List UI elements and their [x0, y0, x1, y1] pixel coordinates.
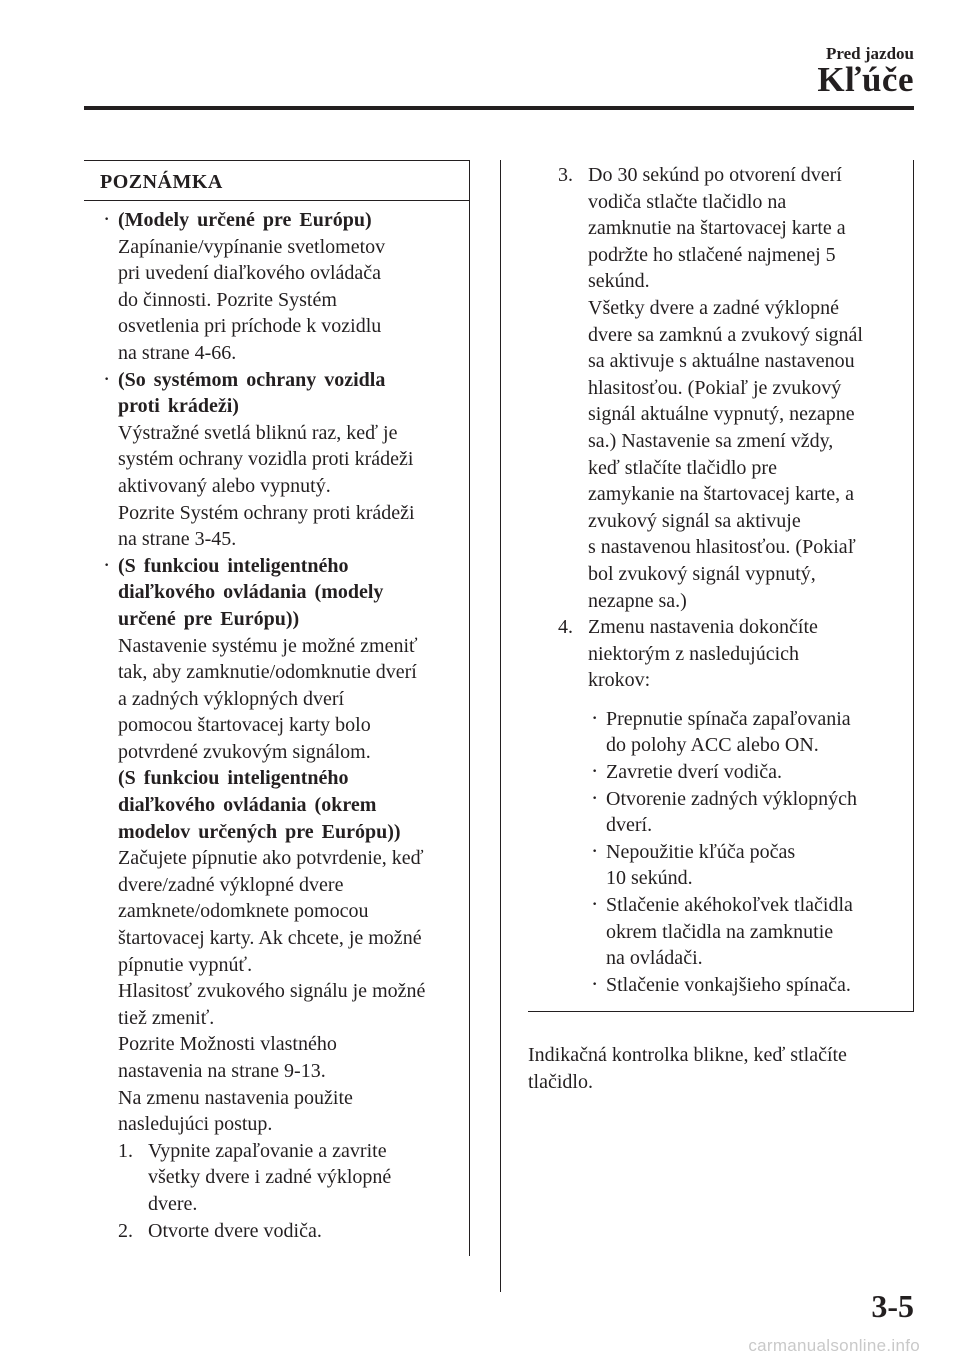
step-text: zamknutie na štartovacej karte a [588, 217, 846, 240]
step-item [118, 1138, 457, 1218]
body-paragraph [528, 1042, 908, 1095]
note-item-text: Na zmenu nastavenia použite [118, 1086, 353, 1109]
note-item-text: pri uvedení diaľkového ovládača [118, 262, 382, 285]
column-divider [500, 160, 501, 1292]
header-section: Pred jazdou [826, 44, 914, 63]
note-item-text: Pozrite Systém ochrany proti krádeži [118, 501, 415, 524]
step-number: 4. [558, 616, 573, 639]
step-text: krokov: [588, 669, 651, 692]
sub-item-text: Zavretie dverí vodiča. [606, 761, 783, 784]
step-text: nezapne sa.) [588, 589, 687, 612]
note-item-text: do činnosti. Pozrite Systém [118, 288, 337, 311]
sub-item-text: 10 sekúnd. [606, 867, 693, 890]
note-item-heading: modelov určených pre Európu)) [118, 820, 401, 843]
step-text: vodiča stlačte tlačidlo na [588, 190, 787, 213]
sub-item-text: do polohy ACC alebo ON. [606, 734, 819, 757]
note-item-text: na strane 3-45. [118, 528, 237, 551]
step-item [558, 614, 907, 694]
sub-item-text: Stlačenie akéhokoľvek tlačidla [606, 894, 853, 917]
note-item-heading: (So systémom ochrany vozidla [118, 368, 386, 391]
paragraph-line: Indikačná kontrolka blikne, keď stlačíte [528, 1044, 847, 1066]
note-item-text: potvrdené zvukovým signálom. [118, 740, 371, 763]
note-item-heading: (S funkciou inteligentného [118, 767, 349, 790]
sub-list-item [588, 972, 907, 999]
note-body [84, 201, 469, 1244]
note-item-text: pípnutie vypnúť. [118, 953, 253, 976]
note-item-text: tak, aby zamknutie/odomknutie dverí [118, 661, 417, 684]
note-item-heading: diaľkového ovládania (modely [118, 581, 384, 604]
note-item [100, 553, 457, 1244]
step-item [558, 162, 907, 614]
step-text: Do 30 sekúnd po otvorení dverí [588, 164, 842, 186]
note-item-text: Nastavenie systému je možné zmeniť [118, 634, 418, 657]
step-text: niektorým z nasledujúcich [588, 642, 800, 665]
note-item-text: osvetlenia pri príchode k vozidlu [118, 315, 382, 338]
note-item-heading: (S funkciou inteligentného [118, 554, 349, 577]
sub-list-item [588, 786, 907, 839]
note-item-text: štartovacej karty. Ak chcete, je možné [118, 927, 422, 950]
step-text: Vypnite zapaľovanie a zavrite [148, 1139, 387, 1162]
note-continuation-box [528, 160, 914, 1012]
step-text: zvukový signál sa aktivuje [588, 509, 801, 532]
bullet-icon: · [592, 896, 598, 914]
page-title: Kľúče [817, 60, 914, 99]
step-text: keď stlačíte tlačidlo pre [588, 456, 777, 479]
header-rule [84, 106, 914, 110]
note-item-text: Hlasitosť zvukového signálu je možné [118, 980, 426, 1003]
note-item-text: nasledujúci postup. [118, 1113, 273, 1136]
sub-item-text: na ovládači. [606, 947, 703, 970]
sub-list-item [588, 892, 907, 972]
note-item-text: Výstražné svetlá bliknú raz, keď je [118, 421, 398, 444]
step-text: Zmenu nastavenia dokončíte [588, 616, 818, 639]
step-text: sa.) Nastavenie sa zmení vždy, [588, 429, 834, 452]
note-box [84, 160, 470, 1256]
note-item-heading: diaľkového ovládania (okrem [118, 794, 377, 817]
sub-item-text: Otvorenie zadných výklopných [606, 787, 858, 810]
bullet-icon: · [592, 789, 598, 807]
bullet-icon: · [104, 370, 110, 388]
sub-list [558, 706, 907, 999]
bullet-icon: · [104, 556, 110, 574]
step-text: s nastavenou hlasitosťou. (Pokiaľ [588, 536, 856, 559]
note-item-text: pomocou štartovacej karty bolo [118, 714, 371, 737]
step-text: všetky dvere i zadné výklopné [148, 1166, 392, 1189]
note-item-text: dvere/zadné výklopné dvere [118, 873, 344, 896]
note-item-text: systém ochrany vozidla proti krádeži [118, 448, 414, 471]
note-title: POZNÁMKA [84, 161, 469, 201]
sub-list-item [588, 706, 907, 759]
bullet-icon: · [104, 211, 110, 228]
step-text: sa aktivuje s aktuálne nastavenou [588, 350, 855, 373]
note-item-text: Začujete pípnutie ako potvrdenie, keď [118, 847, 424, 870]
step-text: hlasitosťou. (Pokiaľ je zvukový [588, 376, 842, 399]
sub-item-text: dverí. [606, 814, 653, 837]
step-number: 2. [118, 1219, 133, 1242]
note-item-text: tiež zmeniť. [118, 1006, 215, 1029]
step-text: dvere sa zamknú a zvukový signál [588, 323, 863, 346]
step-text: bol zvukový signál vypnutý, [588, 562, 816, 585]
note-item-text: Pozrite Možnosti vlastného [118, 1033, 337, 1056]
note-item-heading: (Modely určené pre Európu) [118, 209, 372, 231]
step-text: Otvorte dvere vodiča. [148, 1219, 322, 1242]
step-text: sekúnd. [588, 270, 650, 293]
step-text: Všetky dvere a zadné výklopné [588, 296, 840, 319]
note-item [100, 207, 457, 367]
note-item-text: Zapínanie/vypínanie svetlometov [118, 235, 386, 258]
bullet-icon: · [592, 709, 598, 727]
bullet-icon: · [592, 763, 598, 781]
sub-item-text: Nepoužitie kľúča počas [606, 840, 796, 863]
note-item-text: na strane 4-66. [118, 341, 237, 364]
watermark: carmanualsonline.info [748, 1336, 920, 1355]
note-item [100, 367, 457, 553]
note-item-text: aktivovaný alebo vypnutý. [118, 474, 331, 497]
note-item-text: zamknete/odomknete pomocou [118, 900, 369, 923]
step-text: zamykanie na štartovacej karte, a [588, 483, 854, 506]
page-number: 3-5 [871, 1288, 914, 1324]
sub-item-text: okrem tlačidla na zamknutie [606, 920, 834, 943]
sub-list-item [588, 839, 907, 892]
step-text: podržte ho stlačené najmenej 5 [588, 243, 836, 266]
bullet-icon: · [592, 975, 598, 993]
step-number: 3. [558, 164, 573, 186]
note-item-heading: proti krádeži) [118, 395, 239, 418]
step-text: signál aktuálne vypnutý, nezapne [588, 403, 855, 426]
sub-item-text: Stlačenie vonkajšieho spínača. [606, 973, 851, 996]
bullet-icon: · [592, 842, 598, 860]
note-item-text: a zadných výklopných dverí [118, 687, 345, 710]
paragraph-line: tlačidlo. [528, 1070, 593, 1093]
sub-item-text: Prepnutie spínača zapaľovania [606, 707, 851, 730]
step-number: 1. [118, 1139, 133, 1162]
note-item-text: nastavenia na strane 9-13. [118, 1060, 326, 1082]
step-item [118, 1218, 457, 1245]
note-item-heading: určené pre Európu)) [118, 607, 300, 630]
sub-list-item [588, 759, 907, 786]
step-text: dvere. [148, 1192, 198, 1215]
